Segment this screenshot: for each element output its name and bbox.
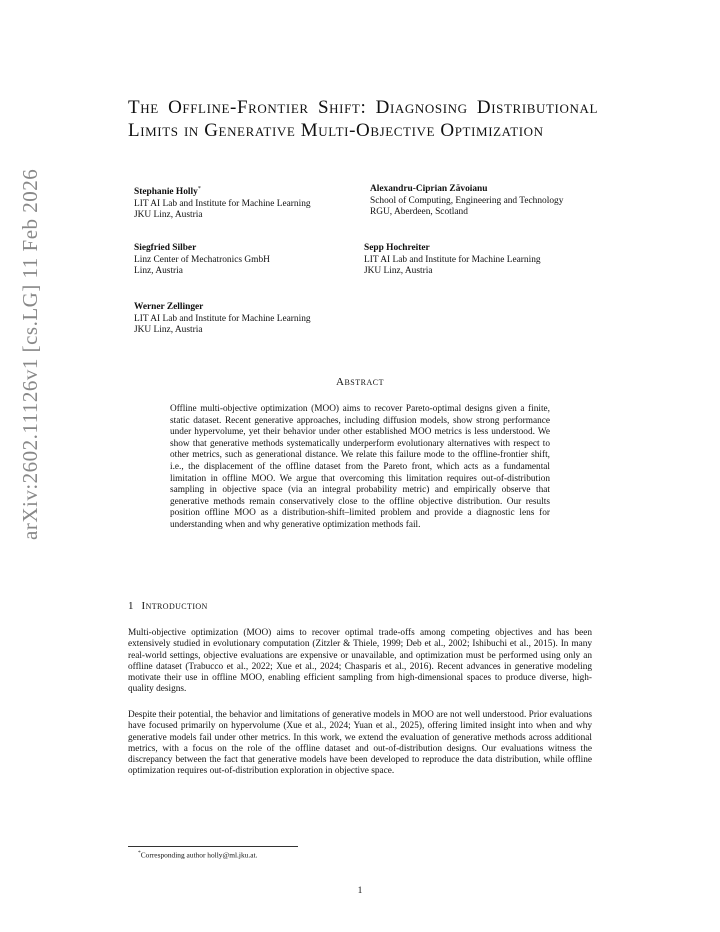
- footnote: [138, 850, 257, 859]
- abstract-text: Offline multi-objective optimization (MOO) aims to recover Pareto-optimal designs given a finite, static dataset. Recent generative approaches, including diffusion models, show strong performance under hypervolume, yet their behavior under other established MOO metrics is less understood. We show that generative methods systematically underperform evolutionary alternatives with respect to other metrics, such as generational distance. We relate this failure mode to the offline-frontier shift, i.e., the displacement of the offline dataset from the Pareto front, which acts as a fundamental limitation in offline MOO. We argue that overcoming this limitation requires out-of-distribution sampling in objective space (via an integral probability metric) and empirically observe that generative methods remain conservatively close to the offline objective distribution. Our results position offline MOO as a distribution-shift–limited problem and provide a diagnostic lens for understanding when and why generative optimization methods fail.: [170, 404, 550, 530]
- author-name: Stephanie Holly: [134, 187, 198, 198]
- section-number: 1: [128, 600, 134, 612]
- author-name: Alexandru-Ciprian Zăvoianu: [370, 184, 488, 194]
- author-affiliation: Linz Center of Mechatronics GmbH: [134, 254, 270, 265]
- footnote-rule: [128, 846, 298, 847]
- author-location: JKU Linz, Austria: [364, 266, 433, 276]
- footnote-mark: *: [138, 850, 141, 856]
- author-block: [370, 184, 563, 219]
- body-paragraph: Multi-objective optimization (MOO) aims to recover optimal trade-offs among competing objectives and has been extensively studied in evolutionary computation (Zitzler & Thiele, 1999; Deb et al., 2002; Ishibuchi et al., 2015). In many real-world settings, objective evaluations are expensive or unavailable, and optimization must be performed using only an offline dataset (Trabucco et al., 2022; Xue et al., 2024; Chasparis et al., 2016). Recent advances in generative modeling motivate their use in offline MOO, enabling efficient sampling from high-dimensional spaces to produce diverse, high-quality designs.: [128, 628, 592, 695]
- page-number: 1: [357, 886, 363, 896]
- author-block: [134, 302, 311, 337]
- author-affiliation: LIT AI Lab and Institute for Machine Learning: [134, 198, 311, 209]
- author-location: RGU, Aberdeen, Scotland: [370, 207, 468, 217]
- author-footnote-mark: *: [197, 186, 201, 192]
- section-heading: [128, 600, 208, 612]
- author-location: JKU Linz, Austria: [134, 210, 203, 221]
- author-affiliation: LIT AI Lab and Institute for Machine Learning: [364, 254, 541, 265]
- author-name: Werner Zellinger: [134, 302, 204, 312]
- author-block: [364, 243, 541, 278]
- author-name: Siegfried Silber: [134, 243, 197, 253]
- abstract-heading: Abstract: [336, 376, 384, 388]
- author-block: [134, 184, 311, 222]
- author-affiliation: School of Computing, Engineering and Technology: [370, 195, 564, 206]
- section-title: Introduction: [141, 600, 208, 612]
- arxiv-identifier: arXiv:2602.11126v1 [cs.LG] 11 Feb 2026: [18, 168, 42, 540]
- author-name: Sepp Hochreiter: [364, 243, 430, 253]
- paper-title: The Offline-Frontier Shift: Diagnosing Distributional Limits in Generative Multi-Objective Optimization: [128, 97, 598, 141]
- body-paragraph: Despite their potential, the behavior and limitations of generative models in MOO are not well understood. Prior evaluations have focused primarily on hypervolume (Xue et al., 2024; Yuan et al., 2025), offering limited insight into when and why generative models fail under other metrics. In this work, we extend the evaluation of generative methods across additional metrics, with a focus on the role of the offline dataset and out-of-distribution designs. Our evaluations witness the discrepancy between the fact that generative models have been developed to reproduce the data distribution, while offline optimization requires out-of-distribution exploration in objective space.: [128, 710, 592, 777]
- author-location: Linz, Austria: [134, 266, 183, 276]
- author-block: [134, 243, 270, 278]
- footnote-text: Corresponding author holly@ml.jku.at.: [140, 850, 258, 860]
- author-location: JKU Linz, Austria: [134, 325, 203, 335]
- author-affiliation: LIT AI Lab and Institute for Machine Learning: [134, 313, 311, 324]
